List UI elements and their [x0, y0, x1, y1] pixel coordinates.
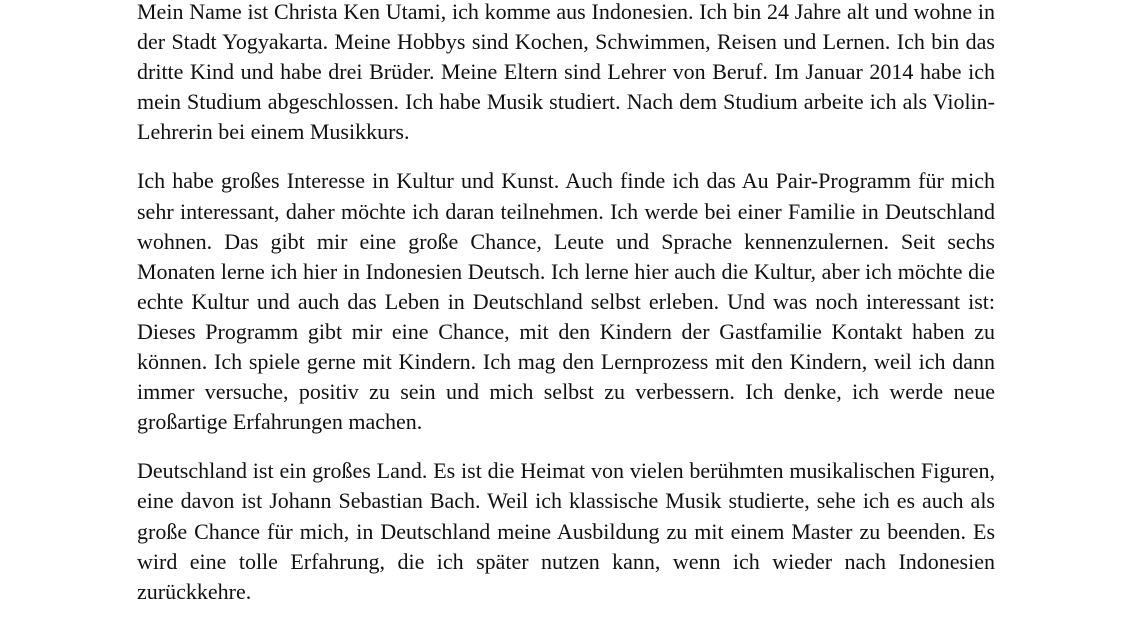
- paragraph-introduction: Mein Name ist Christa Ken Utami, ich komme aus Indonesien. Ich bin 24 Jahre alt und wohne in der Stadt Yogyakarta. Meine Hobbys sind Kochen, Schwimmen, Reisen und Lernen. Ich bin das dritte Kind und habe drei Brüder. Meine Eltern sind Lehrer von Beruf. Im Januar 2014 habe ich mein Studium abgeschlossen. Ich habe Musik studiert. Nach dem Studium arbeite ich als Violin-Lehrerin bei einem Musikkurs.: [137, 0, 995, 145]
- paragraph-motivation: Ich habe großes Interesse in Kultur und Kunst. Auch finde ich das Au Pair-Programm für mich sehr interessant, daher möchte ich daran teilnehmen. Ich werde bei einer Familie in Deutschland wohnen. Das gibt mir eine große Chance, Leute und Sprache kennenzulernen. Seit sechs Monaten lerne ich hier in Indonesien Deutsch. Ich lerne hier auch die Kultur, aber ich möchte die echte Kultur und auch das Leben in Deutschland selbst erleben. Und was noch interessant ist: Dieses Programm gibt mir eine Chance, mit den Kindern der Gastfamilie Kontakt haben zu können. Ich spiele gerne mit Kindern. Ich mag den Lernprozess mit den Kindern, weil ich dann immer versuche, positiv zu sein und mich selbst zu verbessern. Ich denke, ich werde neue großartige Erfahrungen machen.: [137, 168, 995, 435]
- paragraph-germany: Deutschland ist ein großes Land. Es ist die Heimat von vielen berühmten musikalischen Figuren, eine davon ist Johann Sebastian Bach. Weil ich klassische Musik studierte, sehe ich es auch als große Chance für mich, in Deutschland meine Ausbildung zu mit einem Master zu beenden. Es wird eine tolle Erfahrung, die ich später nutzen kann, wenn ich wieder nach Indonesien zurückkehre.: [137, 458, 995, 604]
- document-body: [137, 0, 995, 626]
